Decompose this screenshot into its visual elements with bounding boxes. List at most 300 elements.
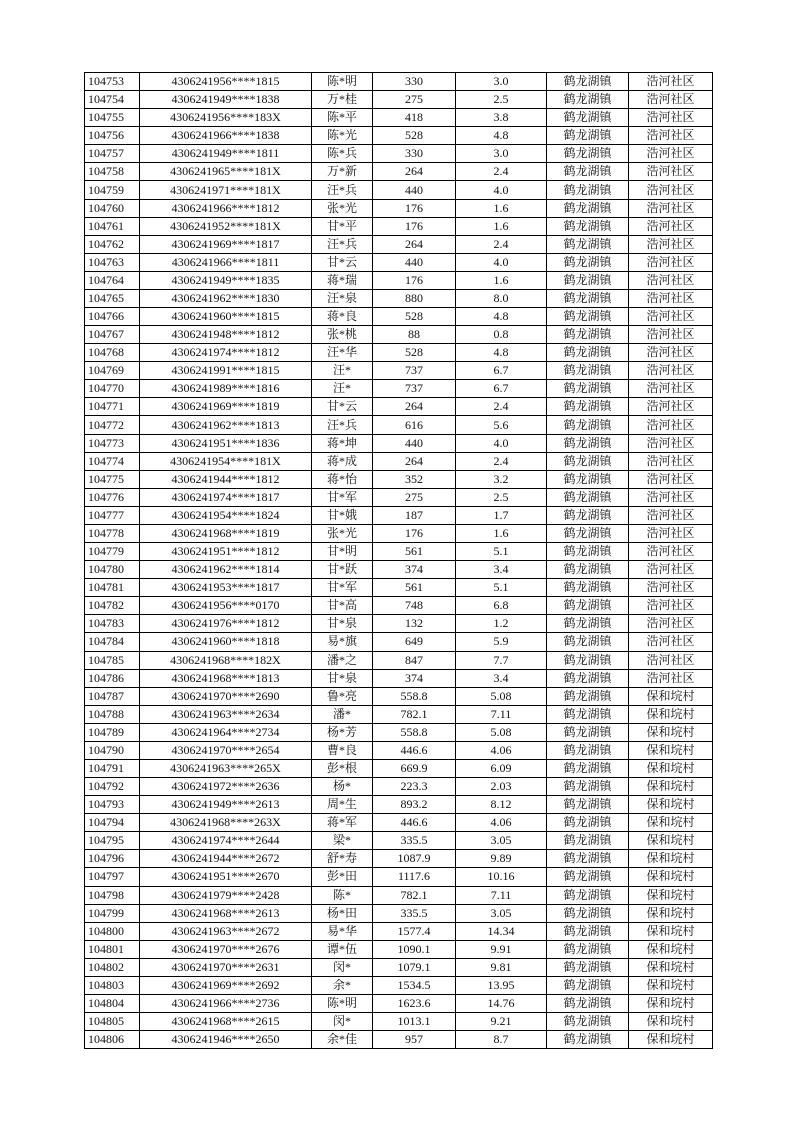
cell-amount: 418 — [373, 109, 456, 127]
cell-record-id: 104785 — [85, 651, 140, 669]
cell-name: 易*旗 — [312, 633, 373, 651]
cell-name: 闵* — [312, 1013, 373, 1031]
cell-name: 甘*泉 — [312, 669, 373, 687]
table-row — [85, 308, 713, 326]
cell-amount: 737 — [373, 362, 456, 380]
cell-id-number: 4306241966****2736 — [140, 994, 312, 1012]
cell-amount: 352 — [373, 470, 456, 488]
table-row — [85, 344, 713, 362]
cell-record-id: 104798 — [85, 886, 140, 904]
cell-area: 3.0 — [456, 73, 547, 91]
cell-record-id: 104765 — [85, 289, 140, 307]
cell-record-id: 104805 — [85, 1013, 140, 1031]
cell-id-number: 4306241962****1814 — [140, 561, 312, 579]
cell-area: 1.6 — [456, 524, 547, 542]
cell-area: 5.6 — [456, 416, 547, 434]
cell-record-id: 104766 — [85, 308, 140, 326]
table-row — [85, 922, 713, 940]
cell-village: 浩河社区 — [629, 597, 713, 615]
cell-id-number: 4306241969****1817 — [140, 235, 312, 253]
cell-town: 鹤龙湖镇 — [547, 633, 629, 651]
cell-area: 5.1 — [456, 543, 547, 561]
cell-name: 陈*明 — [312, 73, 373, 91]
cell-amount: 893.2 — [373, 796, 456, 814]
cell-id-number: 4306241962****1813 — [140, 416, 312, 434]
cell-area: 1.2 — [456, 615, 547, 633]
cell-village: 浩河社区 — [629, 561, 713, 579]
table-row — [85, 1031, 713, 1049]
cell-town: 鹤龙湖镇 — [547, 344, 629, 362]
cell-name: 杨*田 — [312, 904, 373, 922]
cell-village: 保和垸村 — [629, 705, 713, 723]
cell-town: 鹤龙湖镇 — [547, 741, 629, 759]
cell-record-id: 104756 — [85, 127, 140, 145]
cell-village: 浩河社区 — [629, 253, 713, 271]
cell-village: 保和垸村 — [629, 741, 713, 759]
cell-name: 甘*平 — [312, 217, 373, 235]
cell-id-number: 4306241972****2636 — [140, 778, 312, 796]
cell-id-number: 4306241951****2670 — [140, 868, 312, 886]
cell-record-id: 104806 — [85, 1031, 140, 1049]
cell-amount: 335.5 — [373, 832, 456, 850]
cell-name: 甘*明 — [312, 543, 373, 561]
cell-area: 8.12 — [456, 796, 547, 814]
cell-id-number: 4306241956****0170 — [140, 597, 312, 615]
cell-record-id: 104767 — [85, 326, 140, 344]
table-row — [85, 796, 713, 814]
cell-village: 保和垸村 — [629, 778, 713, 796]
cell-town: 鹤龙湖镇 — [547, 759, 629, 777]
cell-id-number: 4306241949****1835 — [140, 271, 312, 289]
cell-town: 鹤龙湖镇 — [547, 579, 629, 597]
cell-town: 鹤龙湖镇 — [547, 940, 629, 958]
cell-village: 浩河社区 — [629, 633, 713, 651]
table-row — [85, 579, 713, 597]
table-row — [85, 868, 713, 886]
cell-amount: 880 — [373, 289, 456, 307]
cell-area: 9.81 — [456, 958, 547, 976]
cell-amount: 669.9 — [373, 759, 456, 777]
table-row — [85, 73, 713, 91]
cell-amount: 782.1 — [373, 705, 456, 723]
cell-area: 2.4 — [456, 398, 547, 416]
cell-area: 2.4 — [456, 452, 547, 470]
cell-record-id: 104792 — [85, 778, 140, 796]
cell-village: 浩河社区 — [629, 109, 713, 127]
cell-record-id: 104757 — [85, 145, 140, 163]
table-row — [85, 506, 713, 524]
cell-town: 鹤龙湖镇 — [547, 199, 629, 217]
cell-amount: 649 — [373, 633, 456, 651]
cell-amount: 176 — [373, 199, 456, 217]
cell-area: 9.89 — [456, 850, 547, 868]
cell-town: 鹤龙湖镇 — [547, 434, 629, 452]
cell-name: 陈*平 — [312, 109, 373, 127]
cell-record-id: 104799 — [85, 904, 140, 922]
cell-id-number: 4306241968****263X — [140, 814, 312, 832]
cell-name: 甘*跃 — [312, 561, 373, 579]
cell-id-number: 4306241960****1818 — [140, 633, 312, 651]
cell-village: 浩河社区 — [629, 344, 713, 362]
cell-amount: 176 — [373, 271, 456, 289]
cell-name: 曹*良 — [312, 741, 373, 759]
cell-id-number: 4306241970****2631 — [140, 958, 312, 976]
cell-village: 保和垸村 — [629, 759, 713, 777]
cell-id-number: 4306241953****1817 — [140, 579, 312, 597]
cell-village: 保和垸村 — [629, 814, 713, 832]
cell-id-number: 4306241968****182X — [140, 651, 312, 669]
table-row — [85, 253, 713, 271]
cell-id-number: 4306241968****1813 — [140, 669, 312, 687]
cell-amount: 1079.1 — [373, 958, 456, 976]
cell-id-number: 4306241949****1838 — [140, 91, 312, 109]
cell-amount: 528 — [373, 127, 456, 145]
cell-id-number: 4306241951****1812 — [140, 543, 312, 561]
cell-village: 浩河社区 — [629, 362, 713, 380]
cell-village: 浩河社区 — [629, 669, 713, 687]
cell-village: 浩河社区 — [629, 398, 713, 416]
cell-record-id: 104803 — [85, 976, 140, 994]
cell-name: 陈*明 — [312, 994, 373, 1012]
cell-record-id: 104800 — [85, 922, 140, 940]
cell-town: 鹤龙湖镇 — [547, 994, 629, 1012]
cell-village: 浩河社区 — [629, 380, 713, 398]
cell-amount: 264 — [373, 452, 456, 470]
table-row — [85, 814, 713, 832]
cell-name: 蒋*怡 — [312, 470, 373, 488]
cell-area: 6.09 — [456, 759, 547, 777]
cell-village: 保和垸村 — [629, 904, 713, 922]
cell-area: 2.4 — [456, 163, 547, 181]
cell-town: 鹤龙湖镇 — [547, 922, 629, 940]
cell-record-id: 104802 — [85, 958, 140, 976]
table-row — [85, 524, 713, 542]
cell-village: 保和垸村 — [629, 958, 713, 976]
cell-town: 鹤龙湖镇 — [547, 687, 629, 705]
cell-record-id: 104764 — [85, 271, 140, 289]
table-row — [85, 543, 713, 561]
cell-record-id: 104801 — [85, 940, 140, 958]
cell-amount: 176 — [373, 524, 456, 542]
cell-amount: 374 — [373, 669, 456, 687]
cell-town: 鹤龙湖镇 — [547, 597, 629, 615]
cell-town: 鹤龙湖镇 — [547, 91, 629, 109]
cell-amount: 847 — [373, 651, 456, 669]
cell-id-number: 4306241944****2672 — [140, 850, 312, 868]
records-table — [84, 72, 713, 1049]
cell-name: 汪* — [312, 380, 373, 398]
cell-amount: 440 — [373, 434, 456, 452]
cell-area: 3.4 — [456, 669, 547, 687]
cell-record-id: 104793 — [85, 796, 140, 814]
cell-record-id: 104786 — [85, 669, 140, 687]
cell-village: 浩河社区 — [629, 524, 713, 542]
cell-area: 6.8 — [456, 597, 547, 615]
cell-record-id: 104794 — [85, 814, 140, 832]
cell-name: 谭*伍 — [312, 940, 373, 958]
cell-id-number: 4306241971****181X — [140, 181, 312, 199]
table-row — [85, 976, 713, 994]
cell-id-number: 4306241963****2672 — [140, 922, 312, 940]
cell-area: 5.1 — [456, 579, 547, 597]
cell-area: 7.11 — [456, 886, 547, 904]
cell-amount: 528 — [373, 344, 456, 362]
cell-record-id: 104787 — [85, 687, 140, 705]
cell-record-id: 104775 — [85, 470, 140, 488]
cell-village: 保和垸村 — [629, 832, 713, 850]
cell-town: 鹤龙湖镇 — [547, 976, 629, 994]
cell-id-number: 4306241966****1812 — [140, 199, 312, 217]
cell-village: 浩河社区 — [629, 488, 713, 506]
cell-town: 鹤龙湖镇 — [547, 398, 629, 416]
cell-town: 鹤龙湖镇 — [547, 308, 629, 326]
table-row — [85, 687, 713, 705]
cell-village: 浩河社区 — [629, 326, 713, 344]
cell-record-id: 104770 — [85, 380, 140, 398]
cell-town: 鹤龙湖镇 — [547, 289, 629, 307]
cell-id-number: 4306241952****181X — [140, 217, 312, 235]
cell-name: 甘*娥 — [312, 506, 373, 524]
cell-area: 13.95 — [456, 976, 547, 994]
cell-name: 陈* — [312, 886, 373, 904]
cell-village: 保和垸村 — [629, 850, 713, 868]
cell-town: 鹤龙湖镇 — [547, 778, 629, 796]
cell-id-number: 4306241970****2654 — [140, 741, 312, 759]
cell-amount: 616 — [373, 416, 456, 434]
cell-id-number: 4306241966****1811 — [140, 253, 312, 271]
cell-name: 潘* — [312, 705, 373, 723]
cell-name: 蒋*坤 — [312, 434, 373, 452]
cell-amount: 264 — [373, 163, 456, 181]
cell-name: 张*光 — [312, 524, 373, 542]
table-row — [85, 633, 713, 651]
cell-record-id: 104754 — [85, 91, 140, 109]
cell-record-id: 104780 — [85, 561, 140, 579]
table-row — [85, 271, 713, 289]
table-row — [85, 163, 713, 181]
cell-record-id: 104782 — [85, 597, 140, 615]
cell-area: 2.5 — [456, 91, 547, 109]
cell-amount: 264 — [373, 398, 456, 416]
cell-town: 鹤龙湖镇 — [547, 127, 629, 145]
table-row — [85, 615, 713, 633]
cell-name: 鲁*亮 — [312, 687, 373, 705]
cell-record-id: 104763 — [85, 253, 140, 271]
cell-amount: 1013.1 — [373, 1013, 456, 1031]
cell-amount: 374 — [373, 561, 456, 579]
cell-name: 汪*兵 — [312, 416, 373, 434]
cell-town: 鹤龙湖镇 — [547, 109, 629, 127]
cell-area: 9.91 — [456, 940, 547, 958]
cell-record-id: 104760 — [85, 199, 140, 217]
table-row — [85, 561, 713, 579]
cell-amount: 1623.6 — [373, 994, 456, 1012]
cell-town: 鹤龙湖镇 — [547, 506, 629, 524]
cell-id-number: 4306241970****2690 — [140, 687, 312, 705]
table-row — [85, 217, 713, 235]
cell-area: 4.0 — [456, 434, 547, 452]
cell-town: 鹤龙湖镇 — [547, 145, 629, 163]
cell-town: 鹤龙湖镇 — [547, 181, 629, 199]
cell-record-id: 104768 — [85, 344, 140, 362]
cell-village: 保和垸村 — [629, 886, 713, 904]
cell-village: 浩河社区 — [629, 199, 713, 217]
cell-name: 蒋*成 — [312, 452, 373, 470]
cell-area: 6.7 — [456, 362, 547, 380]
cell-area: 2.5 — [456, 488, 547, 506]
cell-record-id: 104796 — [85, 850, 140, 868]
cell-area: 4.8 — [456, 127, 547, 145]
cell-record-id: 104804 — [85, 994, 140, 1012]
cell-town: 鹤龙湖镇 — [547, 1013, 629, 1031]
cell-record-id: 104791 — [85, 759, 140, 777]
cell-id-number: 4306241991****1815 — [140, 362, 312, 380]
cell-village: 保和垸村 — [629, 994, 713, 1012]
cell-id-number: 4306241963****265X — [140, 759, 312, 777]
table-row — [85, 109, 713, 127]
cell-name: 闵* — [312, 958, 373, 976]
cell-area: 3.05 — [456, 904, 547, 922]
cell-id-number: 4306241968****2613 — [140, 904, 312, 922]
table-row — [85, 994, 713, 1012]
cell-town: 鹤龙湖镇 — [547, 543, 629, 561]
cell-name: 万*新 — [312, 163, 373, 181]
cell-area: 8.7 — [456, 1031, 547, 1049]
table-row — [85, 651, 713, 669]
cell-name: 甘*云 — [312, 398, 373, 416]
cell-amount: 335.5 — [373, 904, 456, 922]
cell-town: 鹤龙湖镇 — [547, 814, 629, 832]
cell-id-number: 4306241949****2613 — [140, 796, 312, 814]
cell-id-number: 4306241974****2644 — [140, 832, 312, 850]
cell-amount: 1117.6 — [373, 868, 456, 886]
cell-record-id: 104783 — [85, 615, 140, 633]
cell-id-number: 4306241956****1815 — [140, 73, 312, 91]
cell-area: 6.7 — [456, 380, 547, 398]
cell-village: 保和垸村 — [629, 1013, 713, 1031]
cell-area: 10.16 — [456, 868, 547, 886]
cell-record-id: 104758 — [85, 163, 140, 181]
cell-amount: 275 — [373, 488, 456, 506]
cell-id-number: 4306241970****2676 — [140, 940, 312, 958]
cell-id-number: 4306241989****1816 — [140, 380, 312, 398]
table-row — [85, 705, 713, 723]
cell-area: 9.21 — [456, 1013, 547, 1031]
cell-town: 鹤龙湖镇 — [547, 362, 629, 380]
table-row — [85, 669, 713, 687]
cell-area: 1.6 — [456, 217, 547, 235]
cell-id-number: 4306241974****1812 — [140, 344, 312, 362]
cell-name: 陈*兵 — [312, 145, 373, 163]
cell-name: 张*光 — [312, 199, 373, 217]
cell-village: 浩河社区 — [629, 217, 713, 235]
cell-name: 舒*寿 — [312, 850, 373, 868]
cell-amount: 957 — [373, 1031, 456, 1049]
cell-village: 浩河社区 — [629, 579, 713, 597]
cell-town: 鹤龙湖镇 — [547, 723, 629, 741]
cell-name: 彭*田 — [312, 868, 373, 886]
cell-town: 鹤龙湖镇 — [547, 669, 629, 687]
cell-record-id: 104761 — [85, 217, 140, 235]
cell-name: 甘*军 — [312, 488, 373, 506]
cell-village: 保和垸村 — [629, 976, 713, 994]
cell-village: 浩河社区 — [629, 235, 713, 253]
cell-town: 鹤龙湖镇 — [547, 886, 629, 904]
table-row — [85, 741, 713, 759]
cell-name: 汪*泉 — [312, 289, 373, 307]
table-row — [85, 958, 713, 976]
cell-name: 余* — [312, 976, 373, 994]
cell-id-number: 4306241976****1812 — [140, 615, 312, 633]
cell-town: 鹤龙湖镇 — [547, 705, 629, 723]
cell-village: 保和垸村 — [629, 922, 713, 940]
cell-area: 3.05 — [456, 832, 547, 850]
cell-village: 浩河社区 — [629, 271, 713, 289]
cell-village: 保和垸村 — [629, 796, 713, 814]
cell-town: 鹤龙湖镇 — [547, 235, 629, 253]
cell-town: 鹤龙湖镇 — [547, 850, 629, 868]
cell-record-id: 104784 — [85, 633, 140, 651]
cell-town: 鹤龙湖镇 — [547, 561, 629, 579]
cell-name: 甘*军 — [312, 579, 373, 597]
cell-area: 2.03 — [456, 778, 547, 796]
cell-id-number: 4306241965****181X — [140, 163, 312, 181]
cell-name: 杨* — [312, 778, 373, 796]
cell-record-id: 104774 — [85, 452, 140, 470]
cell-village: 保和垸村 — [629, 1031, 713, 1049]
table-row — [85, 362, 713, 380]
cell-town: 鹤龙湖镇 — [547, 271, 629, 289]
cell-amount: 1577.4 — [373, 922, 456, 940]
cell-name: 余*佳 — [312, 1031, 373, 1049]
cell-amount: 561 — [373, 579, 456, 597]
cell-id-number: 4306241962****1830 — [140, 289, 312, 307]
cell-id-number: 4306241954****1824 — [140, 506, 312, 524]
cell-village: 浩河社区 — [629, 308, 713, 326]
cell-record-id: 104781 — [85, 579, 140, 597]
cell-record-id: 104771 — [85, 398, 140, 416]
table-row — [85, 181, 713, 199]
table-row — [85, 289, 713, 307]
cell-amount: 446.6 — [373, 741, 456, 759]
cell-amount: 1534.5 — [373, 976, 456, 994]
cell-village: 浩河社区 — [629, 145, 713, 163]
cell-record-id: 104790 — [85, 741, 140, 759]
cell-id-number: 4306241969****1819 — [140, 398, 312, 416]
cell-village: 浩河社区 — [629, 506, 713, 524]
cell-record-id: 104795 — [85, 832, 140, 850]
cell-record-id: 104788 — [85, 705, 140, 723]
cell-town: 鹤龙湖镇 — [547, 524, 629, 542]
cell-name: 蒋*军 — [312, 814, 373, 832]
cell-amount: 223.3 — [373, 778, 456, 796]
cell-village: 浩河社区 — [629, 452, 713, 470]
cell-area: 4.06 — [456, 814, 547, 832]
cell-name: 彭*根 — [312, 759, 373, 777]
cell-amount: 737 — [373, 380, 456, 398]
table-row — [85, 398, 713, 416]
cell-name: 万*桂 — [312, 91, 373, 109]
cell-village: 保和垸村 — [629, 868, 713, 886]
cell-amount: 558.8 — [373, 723, 456, 741]
cell-town: 鹤龙湖镇 — [547, 868, 629, 886]
cell-record-id: 104759 — [85, 181, 140, 199]
cell-name: 梁* — [312, 832, 373, 850]
cell-town: 鹤龙湖镇 — [547, 452, 629, 470]
cell-town: 鹤龙湖镇 — [547, 904, 629, 922]
cell-record-id: 104755 — [85, 109, 140, 127]
cell-area: 5.08 — [456, 687, 547, 705]
